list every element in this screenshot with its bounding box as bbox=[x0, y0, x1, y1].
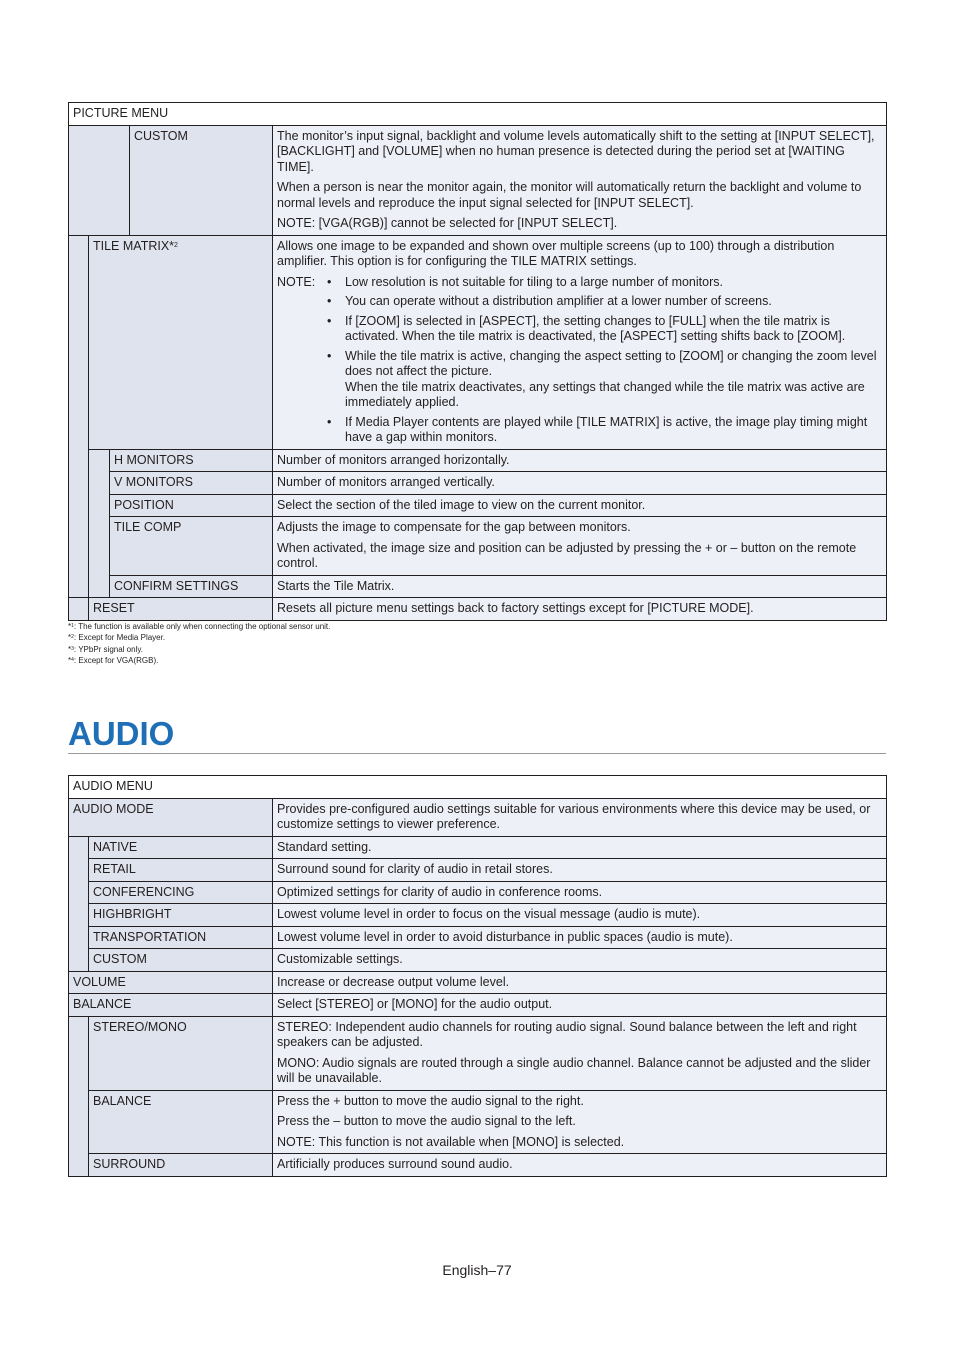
h-monitors-description: Number of monitors arranged horizontally. bbox=[273, 449, 887, 472]
table-row bbox=[69, 798, 887, 836]
transportation-label: TRANSPORTATION bbox=[89, 926, 273, 949]
heading-divider bbox=[68, 753, 886, 754]
custom-mode-label: CUSTOM bbox=[89, 949, 273, 972]
audio-menu-title: AUDIO MENU bbox=[69, 776, 887, 799]
table-row bbox=[69, 926, 887, 949]
tile-matrix-note: NOTE: • Low resolution is not suitable for tiling to a large number of monitors. • You can operate without a distribution amplifier at a lower number of screens. • If [ZOOM] is selected in [ASPECT], the setting changes to [FULL] when the tile matrix is activated. When the tile matrix is deactivated, the [ASPECT] setting shifts back to [ZOOM]. • While the tile matrix is active, changing the aspect setting to [ZOOM] or changing the zoom level does not affect the picture. When the tile matrix deactivates, any settings that changed while the tile matrix was active are immediately applied. • If Media Player contents are played while [TILE MATRIX] is active, the image play timing might have a gap within monitors. bbox=[277, 275, 882, 446]
volume-label: VOLUME bbox=[69, 971, 273, 994]
table-row bbox=[69, 994, 887, 1017]
confirm-settings-description: Starts the Tile Matrix. bbox=[273, 575, 887, 598]
table-row bbox=[69, 949, 887, 972]
table-row bbox=[69, 904, 887, 927]
table-row bbox=[69, 494, 887, 517]
table-row bbox=[69, 971, 887, 994]
balance-note: NOTE: This function is not available when [MONO] is selected. bbox=[277, 1134, 625, 1149]
table-row bbox=[69, 1090, 887, 1154]
surround-label: SURROUND bbox=[89, 1154, 273, 1177]
h-monitors-label: H MONITORS bbox=[110, 449, 273, 472]
tile-comp-label: TILE COMP bbox=[110, 517, 273, 576]
tile-matrix-label: TILE MATRIX*$^2$ bbox=[89, 235, 273, 449]
list-item: • While the tile matrix is active, changing the aspect setting to [ZOOM] or changing the zoom level does not affect the picture. When the tile matrix deactivates, any settings that changed while the tile matrix was active are immediately applied. bbox=[327, 349, 882, 411]
custom-note: NOTE: [VGA(RGB)] cannot be selected for [INPUT SELECT]. bbox=[277, 216, 618, 230]
balance-sub-label: BALANCE bbox=[89, 1090, 273, 1154]
list-item: • If [ZOOM] is selected in [ASPECT], the setting changes to [FULL] when the tile matrix is activated. When the tile matrix is deactivated, the [ASPECT] setting shifts back to [ZOOM]. bbox=[327, 314, 882, 345]
page-number: English–77 bbox=[442, 1262, 512, 1278]
table-row bbox=[69, 449, 887, 472]
footnotes bbox=[68, 621, 330, 667]
native-description: Standard setting. bbox=[273, 836, 887, 859]
audio-mode-description: Provides pre-configured audio settings suitable for various environments where this device may be used, or customize settings to viewer preference. bbox=[273, 798, 887, 836]
volume-description: Increase or decrease output volume level. bbox=[273, 971, 887, 994]
balance-description: Select [STEREO] or [MONO] for the audio output. bbox=[273, 994, 887, 1017]
table-row bbox=[69, 1154, 887, 1177]
custom-label: CUSTOM bbox=[130, 125, 273, 235]
stereo-mono-description: STEREO: Independent audio channels for routing audio signal. Sound balance between the left and right speakers can be adjusted. MONO: Audio signals are routed through a single audio channel. Balance cannot be adjusted and the slider will be unavailable. bbox=[273, 1016, 887, 1090]
native-label: NATIVE bbox=[89, 836, 273, 859]
table-row bbox=[69, 575, 887, 598]
position-description: Select the section of the tiled image to view on the current monitor. bbox=[273, 494, 887, 517]
tile-matrix-note-list bbox=[327, 275, 882, 446]
position-label: POSITION bbox=[110, 494, 273, 517]
table-row bbox=[69, 472, 887, 495]
table-row bbox=[69, 859, 887, 882]
custom-mode-description: Customizable settings. bbox=[273, 949, 887, 972]
list-item: • If Media Player contents are played while [TILE MATRIX] is active, the image play timing might have a gap within monitors. bbox=[327, 415, 882, 446]
custom-description: The monitor’s input signal, backlight and volume levels automatically shift to the setting at [INPUT SELECT], [BACKLIGHT] and [VOLUME] when no human presence is detected during the period set at [WAITING TIME]. When a person is near the monitor again, the monitor will automatically return the backlight and volume to normal levels and reproduce the input signal selected for [INPUT SELECT]. NOTE: [VGA(RGB)] cannot be selected for [INPUT SELECT]. bbox=[273, 125, 887, 235]
audio-menu-table bbox=[68, 775, 887, 1177]
picture-menu-table bbox=[68, 102, 887, 621]
v-monitors-label: V MONITORS bbox=[110, 472, 273, 495]
confirm-settings-label: CONFIRM SETTINGS bbox=[110, 575, 273, 598]
footnote-3: *$^3$: YPbPr signal only. bbox=[68, 644, 143, 654]
table-header-row bbox=[69, 776, 887, 799]
highbright-label: HIGHBRIGHT bbox=[89, 904, 273, 927]
conferencing-description: Optimized settings for clarity of audio in conference rooms. bbox=[273, 881, 887, 904]
footnote-2: *$^2$: Except for Media Player. bbox=[68, 633, 166, 643]
tile-matrix-description: Allows one image to be expanded and shown over multiple screens (up to 100) through a distribution amplifier. This option is for configuring the TILE MATRIX settings. NOTE: • Low resolution is not suitable for tiling to a large number of monitors. • You can operate without a distribution amplifier at a lower number of screens. • If [ZOOM] is selected in [ASPECT], the setting changes to [FULL] when the tile matrix is activated. When the tile matrix is deactivated, the [ASPECT] setting shifts back to [ZOOM]. • While the tile matrix is active, changing the aspect setting to [ZOOM] or changing the zoom level does not affect the picture. When the tile matrix deactivates, any settings that changed while the tile matrix was active are immediately applied. • If Media Player contents are played while [TILE MATRIX] is active, the image play timing might have a gap within monitors. bbox=[273, 235, 887, 449]
table-row bbox=[69, 598, 887, 621]
reset-description: Resets all picture menu settings back to factory settings except for [PICTURE MODE]. bbox=[273, 598, 887, 621]
table-row bbox=[69, 517, 887, 576]
section-heading: AUDIO bbox=[68, 715, 175, 752]
table-row bbox=[69, 881, 887, 904]
reset-label: RESET bbox=[89, 598, 273, 621]
list-item: • Low resolution is not suitable for tiling to a large number of monitors. bbox=[327, 275, 882, 291]
balance-label: BALANCE bbox=[69, 994, 273, 1017]
conferencing-label: CONFERENCING bbox=[89, 881, 273, 904]
highbright-description: Lowest volume level in order to focus on the visual message (audio is mute). bbox=[273, 904, 887, 927]
tile-comp-description: Adjusts the image to compensate for the gap between monitors. When activated, the image size and position can be adjusted by pressing the + or – button on the remote control. bbox=[273, 517, 887, 576]
retail-description: Surround sound for clarity of audio in retail stores. bbox=[273, 859, 887, 882]
table-row bbox=[69, 836, 887, 859]
balance-sub-description: Press the + button to move the audio signal to the right. Press the – button to move the audio signal to the left. NOTE: This function is not available when [MONO] is selected. bbox=[273, 1090, 887, 1154]
stereo-mono-label: STEREO/MONO bbox=[89, 1016, 273, 1090]
v-monitors-description: Number of monitors arranged vertically. bbox=[273, 472, 887, 495]
transportation-description: Lowest volume level in order to avoid disturbance in public spaces (audio is mute). bbox=[273, 926, 887, 949]
footnote-1: *$^1$: The function is available only when connecting the optional sensor unit. bbox=[68, 622, 331, 631]
audio-mode-label: AUDIO MODE bbox=[69, 798, 273, 836]
table-row bbox=[69, 1016, 887, 1090]
table-row bbox=[69, 235, 887, 449]
picture-menu-title: PICTURE MENU bbox=[69, 103, 887, 126]
retail-label: RETAIL bbox=[89, 859, 273, 882]
table-row bbox=[69, 125, 887, 235]
table-header-row bbox=[69, 103, 887, 126]
list-item: • You can operate without a distribution amplifier at a lower number of screens. bbox=[327, 294, 882, 310]
footnote-4: *$^4$: Except for VGA(RGB). bbox=[68, 656, 159, 666]
surround-description: Artificially produces surround sound audio. bbox=[273, 1154, 887, 1177]
